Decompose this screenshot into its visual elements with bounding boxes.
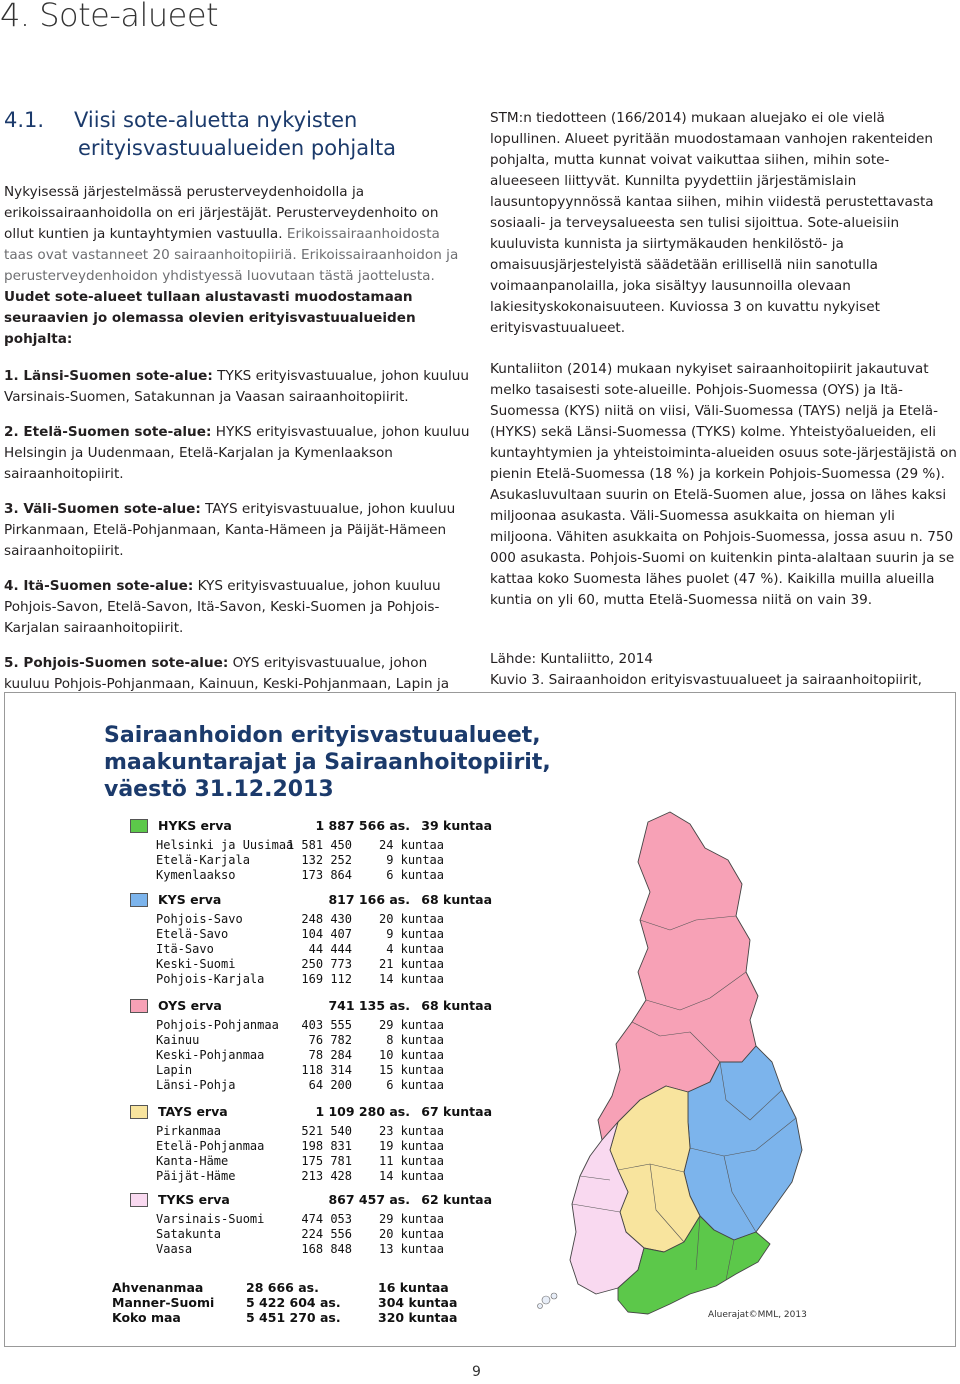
legend-district-population: 169 112: [301, 972, 352, 986]
legend-district-population: 118 314: [301, 1063, 352, 1077]
figure-title: [104, 722, 551, 803]
totals-name: Ahvenanmaa: [112, 1280, 204, 1295]
legend-district-name: Kainuu: [156, 1033, 200, 1047]
legend-district-name: Pohjois-Savo: [156, 912, 243, 926]
region-item: [4, 422, 472, 485]
region-item-text: TAYS erityisvastuualue, johon kuuluu Pirkanmaan, Etelä-Pohjanmaan, Kanta-Hämeen ja Päijät-Hämeen sairaanhoitopiirit.: [4, 501, 456, 559]
figure-title-line3: väestö 31.12.2013: [104, 777, 334, 802]
totals-population: 5 451 270 as.: [246, 1310, 341, 1325]
intro-bold-text: Uudet sote-alueet tullaan alustavasti muodostamaan seuraavien jo olemassa olevien erityisvastuualueiden pohjalta:: [4, 289, 416, 347]
legend-swatch-kys: [130, 893, 148, 907]
totals-name: Koko maa: [112, 1310, 181, 1325]
legend-district-population: 403 555: [301, 1018, 352, 1032]
legend-district-kunnat: 29 kuntaa: [378, 1018, 444, 1032]
legend-district-population: 64 200: [308, 1078, 352, 1092]
legend-group-name: HYKS erva: [158, 818, 232, 833]
totals-population: 28 666 as.: [246, 1280, 319, 1295]
legend-district-name: Keski-Suomi: [156, 957, 236, 971]
legend-district-kunnat: 14 kuntaa: [378, 972, 444, 986]
legend-district-name: Vaasa: [156, 1242, 193, 1256]
legend-district-kunnat: 24 kuntaa: [378, 838, 444, 852]
section-title-line2: erityisvastuualueiden pohjalta: [78, 136, 397, 160]
legend-district-population: 104 407: [301, 927, 352, 941]
section-number: 4.1.: [4, 108, 45, 132]
totals-kunnat: 320 kuntaa: [378, 1310, 458, 1325]
legend-district-name: Pohjois-Pohjanmaa: [156, 1018, 279, 1032]
legend-district-population: 175 781: [301, 1154, 352, 1168]
legend-group-total: 741 135 as.: [328, 998, 410, 1013]
legend-district-population: 132 252: [301, 853, 352, 867]
finland-map: [520, 800, 810, 1340]
legend-district-kunnat: 9 kuntaa: [386, 927, 444, 941]
right-column: [490, 108, 958, 733]
legend-district-population: 173 864: [301, 868, 352, 882]
region-item: [4, 499, 472, 562]
aland-islands: [538, 1293, 558, 1309]
legend-district-name: Pohjois-Karjala: [156, 972, 265, 986]
region-item: [4, 576, 472, 639]
legend-district-population: 44 444: [308, 942, 352, 956]
legend-district-kunnat: 21 kuntaa: [378, 957, 444, 971]
legend-district-name: Satakunta: [156, 1227, 222, 1241]
figure-title-line2: maakuntarajat ja Sairaanhoitopiirit,: [104, 750, 551, 775]
legend-district-population: 224 556: [301, 1227, 352, 1241]
legend-group-kunnat: 67 kuntaa: [421, 1104, 492, 1119]
totals-kunnat: 304 kuntaa: [378, 1295, 458, 1310]
region-item-text: KYS erityisvastuualue, johon kuuluu Pohjois-Savon, Etelä-Savon, Itä-Savon, Keski-Suomen ja Pohjois-Karjalan sairaanhoitopiirit.: [4, 578, 441, 636]
legend-district-name: Itä-Savo: [156, 942, 214, 956]
region-item-lead: 5. Pohjois-Suomen sote-alue:: [4, 655, 229, 671]
stm-paragraph: STM:n tiedotteen (166/2014) mukaan aluejako ei ole vielä lopullinen. Alueet pyritään muodostamaan vanhojen rakenteiden pohjalta, mutta kunnat voivat vaikuttaa siihen, mihin sote-alueeseen liittyvät. Kunnilta pyydettiin järjestämislain lausuntopyynnössä kantaa siihen, mihin viidestä perustettavasta sosiaali- ja terveysalueesta sen tulisi sijoittua. Sote-alueisiin kuuluvista kunnista ja siirtymäkauden henkilöstö- ja omaisuusjärjestelyistä säädetään erillisellä niin sanotulla voimaanpanolailla, joka sisältyy lausunnoilla olevaan lakiesityskokonaisuuteen. Kuviossa 3 on kuvattu nykyiset erityisvastuualueet.: [490, 110, 934, 336]
legend-district-kunnat: 6 kuntaa: [386, 1078, 444, 1092]
legend-district-kunnat: 9 kuntaa: [386, 853, 444, 867]
legend-district-name: Kymenlaakso: [156, 868, 236, 882]
legend-district-population: 78 284: [308, 1048, 352, 1062]
legend-group-total: 867 457 as.: [328, 1192, 410, 1207]
region-item-lead: 1. Länsi-Suomen sote-alue:: [4, 368, 213, 384]
legend-district-name: Pirkanmaa: [156, 1124, 222, 1138]
region-list: [4, 366, 472, 716]
legend-district-population: 521 540: [301, 1124, 352, 1138]
legend-district-population: 76 782: [308, 1033, 352, 1047]
legend-swatch-tays: [130, 1105, 148, 1119]
intro-paragraph: [4, 182, 472, 350]
legend-district-kunnat: 29 kuntaa: [378, 1212, 444, 1226]
legend-district-kunnat: 13 kuntaa: [378, 1242, 444, 1256]
legend-group-total: 817 166 as.: [328, 892, 410, 907]
map-credit: Aluerajat©MML, 2013: [708, 1310, 807, 1320]
legend-district-population: 198 831: [301, 1139, 352, 1153]
legend-group-total: 1 887 566 as.: [315, 818, 410, 833]
legend-group-total: 1 109 280 as.: [315, 1104, 410, 1119]
legend-district-kunnat: 10 kuntaa: [378, 1048, 444, 1062]
region-item: [4, 366, 472, 408]
legend-district-name: Helsinki ja Uusimaa: [156, 838, 294, 852]
kuntaliitto-paragraph: Kuntaliiton (2014) mukaan nykyiset sairaanhoitopiirit jakautuvat melko tasaisesti sote-alueille. Pohjois-Suomessa (OYS) ja Itä-Suomessa (KYS) niitä on viisi, Väli-Suomessa (TAYS) neljä ja Etelä- (HYKS) sekä Länsi-Suomessa (TYKS) kolme. Yhteistyöalueiden, eli kuntayhtymien ja yhteistoiminta-alueiden osuus sote-järjestäjistä on pienin Etelä-Suomessa (18 %) ja korkein Pohjois-Suomessa (29 %). Asukasluvultaan suurin on Etelä-Suomen alue, jossa on lähes kaksi miljoonaa asukasta. Väli-Suomessa asukkaita on hieman yli miljoona. Vähiten asukkaita on Pohjois-Suomessa, jossa asuu n. 750 000 asukasta. Pohjois-Suomi on kuitenkin pinta-alaltaan suurin ja se kattaa koko Suomesta lähes puolet (47 %). Kaikilla muilla alueilla kuntia on yli 60, mutta Etelä-Suomessa niitä on vain 39.: [490, 361, 957, 608]
legend-swatch-oys: [130, 999, 148, 1013]
section-title: [4, 106, 396, 162]
left-column: [4, 182, 472, 716]
legend-district-name: Kanta-Häme: [156, 1154, 229, 1168]
legend-district-population: 1 581 450: [286, 838, 352, 852]
region-item-lead: 2. Etelä-Suomen sote-alue:: [4, 424, 212, 440]
legend-district-kunnat: 8 kuntaa: [386, 1033, 444, 1047]
legend-district-name: Päijät-Häme: [156, 1169, 236, 1183]
legend-district-name: Etelä-Savo: [156, 927, 229, 941]
legend-district-kunnat: 4 kuntaa: [386, 942, 444, 956]
legend-swatch-hyks: [130, 819, 148, 833]
section-title-line1: Viisi sote-aluetta nykyisten: [74, 108, 358, 132]
legend-district-kunnat: 20 kuntaa: [378, 912, 444, 926]
figure-caption-line1: Kuvio 3. Sairaanhoidon erityisvastuualueet ja sairaanhoitopiirit,: [490, 672, 922, 688]
region-item-lead: 4. Itä-Suomen sote-alue:: [4, 578, 194, 594]
legend-district-population: 213 428: [301, 1169, 352, 1183]
population-totals: [112, 1280, 472, 1330]
source-line: Lähde: Kuntaliitto, 2014: [490, 651, 654, 667]
legend-district-name: Keski-Pohjanmaa: [156, 1048, 265, 1062]
intro-text: Nykyisessä järjestelmässä perusterveydenhoidolla ja erikoissairaanhoidolla on eri järjestäjät. Perusterveydenhoito on ollut kuntien ja kuntayhtymien vastuulla.: [4, 184, 439, 242]
legend-group-kunnat: 39 kuntaa: [421, 818, 492, 833]
legend-district-kunnat: 15 kuntaa: [378, 1063, 444, 1077]
population-legend: [130, 818, 510, 1278]
legend-group-name: KYS erva: [158, 892, 222, 907]
legend-group-name: TYKS erva: [158, 1192, 230, 1207]
region-item-text: OYS erityisvastuualue, johon kuuluu Pohjois-Pohjanmaan, Kainuun, Keski-Pohjanmaan, Lapin ja: [4, 655, 450, 692]
legend-district-population: 474 053: [301, 1212, 352, 1226]
totals-name: Manner-Suomi: [112, 1295, 215, 1310]
chapter-title: 4. Sote-alueet: [0, 0, 219, 34]
intro-grey-text: Erikoissairaanhoidosta taas ovat vastanneet 20 sairaanhoitopiiriä. Erikoissairaanhoidon ja perusterveydenhoidon yhdistyessä luovutaan tästä jaottelusta.: [4, 226, 459, 284]
legend-district-population: 248 430: [301, 912, 352, 926]
legend-district-population: 168 848: [301, 1242, 352, 1256]
region-item-text: HYKS erityisvastuualue, johon kuuluu Helsingin ja Uudenmaan, Etelä-Karjalan ja Kymenlaakson sairaanhoitopiirit.: [4, 424, 470, 482]
legend-group-name: OYS erva: [158, 998, 222, 1013]
legend-district-name: Lapin: [156, 1063, 193, 1077]
legend-district-name: Etelä-Pohjanmaa: [156, 1139, 265, 1153]
legend-district-name: Länsi-Pohja: [156, 1078, 236, 1092]
legend-group-name: TAYS erva: [158, 1104, 228, 1119]
legend-district-kunnat: 23 kuntaa: [378, 1124, 444, 1138]
legend-district-kunnat: 6 kuntaa: [386, 868, 444, 882]
legend-group-kunnat: 62 kuntaa: [421, 1192, 492, 1207]
legend-swatch-tyks: [130, 1193, 148, 1207]
region-item-text: TYKS erityisvastuualue, johon kuuluu Varsinais-Suomen, Satakunnan ja Vaasan sairaanhoitopiirit.: [4, 368, 469, 405]
legend-district-kunnat: 19 kuntaa: [378, 1139, 444, 1153]
totals-population: 5 422 604 as.: [246, 1295, 341, 1310]
legend-district-name: Varsinais-Suomi: [156, 1212, 265, 1226]
figure-title-line1: Sairaanhoidon erityisvastuualueet,: [104, 723, 541, 748]
legend-district-kunnat: 20 kuntaa: [378, 1227, 444, 1241]
legend-group-kunnat: 68 kuntaa: [421, 892, 492, 907]
totals-kunnat: 16 kuntaa: [378, 1280, 449, 1295]
legend-district-name: Etelä-Karjala: [156, 853, 250, 867]
legend-district-kunnat: 14 kuntaa: [378, 1169, 444, 1183]
legend-district-population: 250 773: [301, 957, 352, 971]
region-item-lead: 3. Väli-Suomen sote-alue:: [4, 501, 201, 517]
legend-district-kunnat: 11 kuntaa: [378, 1154, 444, 1168]
legend-group-kunnat: 68 kuntaa: [421, 998, 492, 1013]
page-number: 9: [472, 1364, 481, 1380]
